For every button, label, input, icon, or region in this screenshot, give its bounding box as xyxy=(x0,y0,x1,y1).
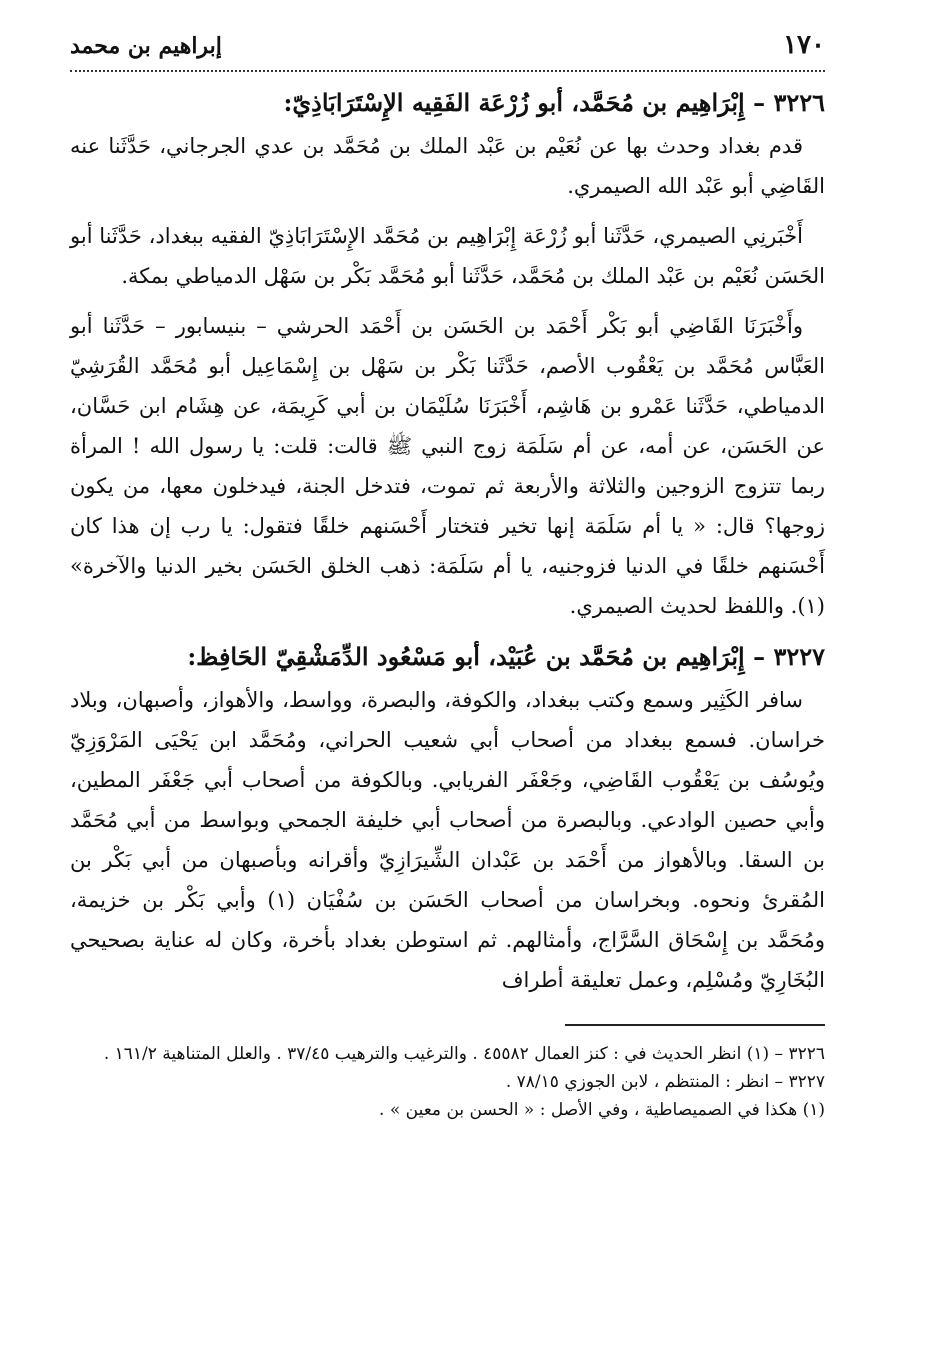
footnotes xyxy=(70,1040,825,1124)
entry-heading: ٣٢٢٦ – إِبْرَاهِيم بن مُحَمَّد، أبو زُرْعَة الفَقِيه الإِسْتَرَابَاذِيّ: xyxy=(283,88,825,117)
paragraph: وأَخْبَرَنَا القَاضِي أبو بَكْر أَحْمَد بن الحَسَن بن أَحْمَد الحرشي – بنيسابور – حَدَّثَنا أبو العَبَّاس مُحَمَّد بن يَعْقُوب الأصم، حَدَّثَنا بَكْر بن سَهْل بن إِسْمَاعِيل أبو مُحَمَّد القُرَشِيّ الدمياطي، حَدَّثَنا عَمْرو بن هَاشِم، أَخْبَرَنَا سُلَيْمَان بن أبي كَرِيمَة، عن هِشَام ابن حَسَّان، عن الحَسَن، عن أمه، عن أم سَلَمَة زوج النبي ﷺ قالت: قلت: يا رسول الله ! المرأة ربما تتزوج الزوجين والثلاثة والأربعة ثم تموت، فتدخل الجنة، فيدخلون معها، من يكون زوجها؟ قال: « يا أم سَلَمَة إنها تخير فتختار أَحْسَنهم خلقًا فتقول: يا رب إن هذا كان أَحْسَنهم خلقًا في الدنيا فزوجنيه، يا أم سَلَمَة: ذهب الخلق الحَسَن بخير الدنيا والآخرة» (١). واللفظ لحديث الصيمري. xyxy=(70,314,825,618)
footnote-divider xyxy=(565,1024,825,1026)
entry-3226 xyxy=(70,86,825,626)
footnote: (١) هكذا في الصميصاطية ، وفي الأصل : « الحسن بن معين » . xyxy=(379,1100,825,1120)
page-number: ١٧٠ xyxy=(783,30,825,60)
running-head xyxy=(70,30,825,72)
running-title: إبراهيم بن محمد xyxy=(70,33,222,59)
paragraph: سافر الكَثِير وسمع وكتب ببغداد، والكوفة، والبصرة، وواسط، والأهواز، وأصبهان، وبلاد خراسان. فسمع ببغداد من أصحاب أبي شعيب الحراني، ومُحَمَّد ابن يَحْيَى المَرْوَزِيّ ويُوسُف بن يَعْقُوب القَاضِي، وجَعْفَر الفريابي. وبالكوفة من أصحاب أبي جَعْفَر المطين، وأبي حصين الوادعي. وبالبصرة من أصحاب أبي خليفة الجمحي وبواسط من أبي مُحَمَّد بن السقا. وبالأهواز من أَحْمَد بن عَبْدان الشِّيرَازِيّ وأقرانه وبأصبهان من أبي بَكْر بن المُقرئ ونحوه. وبخراسان من أصحاب الحَسَن بن سُفْيَان (١) وأبي بَكْر بن خزيمة، ومُحَمَّد بن إِسْحَاق السَّرَّاج، وأمثالهم. ثم استوطن بغداد بأخرة، وكان له عناية بصحيحي البُخَارِيّ ومُسْلِم، وعمل تعليقة أطراف xyxy=(70,688,826,992)
entry-heading: ٣٢٢٧ – إِبْرَاهِيم بن مُحَمَّد بن عُبَيْد، أبو مَسْعُود الدِّمَشْقِيّ الحَافِظ: xyxy=(187,642,825,671)
footnote: ٣٢٢٦ – (١) انظر الحديث في : كنز العمال ٤٥٥٨٢ . والترغيب والترهيب ٣٧/٤٥ . والعلل المتناهية ١٦١/٢ . xyxy=(103,1044,825,1064)
footnote: ٣٢٢٧ – انظر : المنتظم ، لابن الجوزي ٧٨/١٥ . xyxy=(505,1072,825,1092)
paragraph: قدم بغداد وحدث بها عن نُعَيْم بن عَبْد الملك بن مُحَمَّد بن عدي الجرجاني، حَدَّثَنا عنه القَاضِي أبو عَبْد الله الصيمري. xyxy=(70,134,825,198)
paragraph: أَخْبَرنِي الصيمري، حَدَّثَنا أبو زُرْعَة إِبْرَاهِيم بن مُحَمَّد الإِسْتَرَابَاذِيّ الفقيه ببغداد، حَدَّثَنا أبو الحَسَن نُعَيْم بن عَبْد الملك بن مُحَمَّد، حَدَّثَنا أبو مُحَمَّد بَكْر بن سَهْل الدمياطي بمكة. xyxy=(70,224,825,288)
entry-3227 xyxy=(70,640,825,1000)
